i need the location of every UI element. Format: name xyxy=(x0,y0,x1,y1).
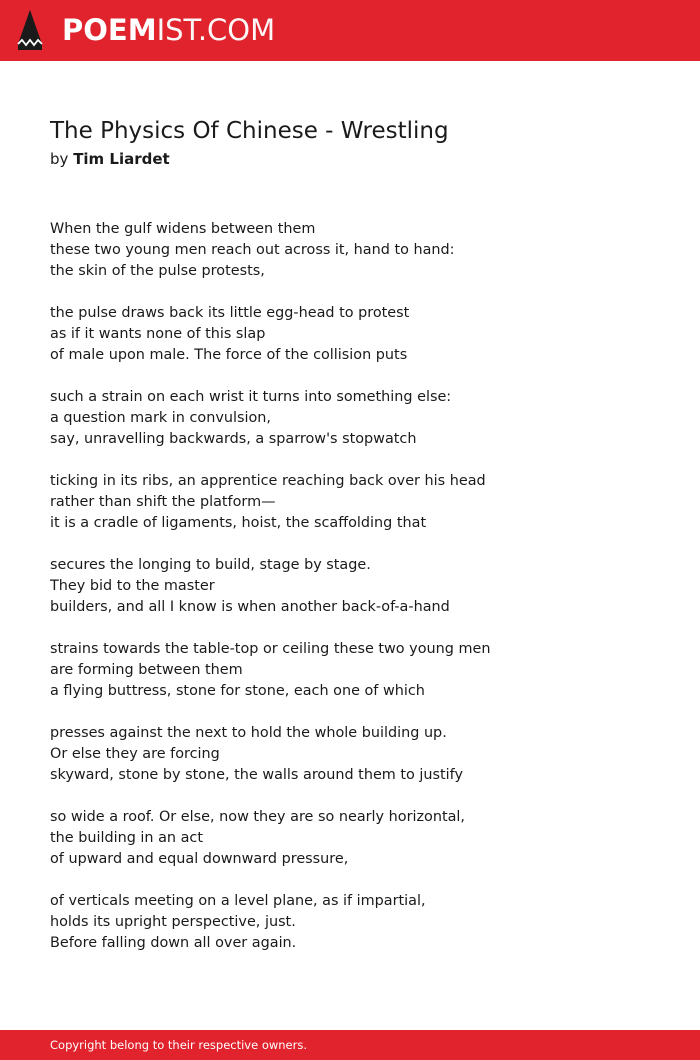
poem-line: strains towards the table-top or ceiling these two young men xyxy=(50,641,491,657)
site-logo-text xyxy=(62,9,275,51)
site-footer xyxy=(0,1030,700,1060)
site-header xyxy=(0,0,700,61)
poem-title: The Physics Of Chinese - Wrestling xyxy=(50,118,449,144)
poem-line: are forming between them xyxy=(50,662,243,678)
logo-bold-part: POEM xyxy=(62,13,157,47)
poem-line: a question mark in convulsion, xyxy=(50,410,271,426)
stanza xyxy=(50,387,670,450)
poem-line: of verticals meeting on a level plane, as if impartial, xyxy=(50,893,426,909)
poem-line: rather than shift the platform— xyxy=(50,494,276,510)
poem-line: Or else they are forcing xyxy=(50,746,220,762)
poem-line: the skin of the pulse protests, xyxy=(50,263,265,279)
poem-line: holds its upright perspective, just. xyxy=(50,914,296,930)
poem-line: the building in an act xyxy=(50,830,203,846)
poem-byline xyxy=(50,149,170,169)
poem-line: of upward and equal downward pressure, xyxy=(50,851,349,867)
logo-light-part: IST.COM xyxy=(156,13,276,47)
copyright-notice: Copyright belong to their respective owners. xyxy=(50,1038,308,1052)
poem-line: as if it wants none of this slap xyxy=(50,326,266,342)
poem-line: it is a cradle of ligaments, hoist, the scaffolding that xyxy=(50,515,427,531)
poem-line: a flying buttress, stone for stone, each one of which xyxy=(50,683,425,699)
poem-line: such a strain on each wrist it turns into something else: xyxy=(50,389,452,405)
stanza xyxy=(50,639,670,702)
author-name: Tim Liardet xyxy=(73,150,170,168)
poem-line: presses against the next to hold the whole building up. xyxy=(50,725,447,741)
poem-line: Before falling down all over again. xyxy=(50,935,297,951)
stanza xyxy=(50,303,670,366)
poem-line: secures the longing to build, stage by stage. xyxy=(50,557,371,573)
site-logo-link[interactable] xyxy=(17,9,275,51)
poem-line: ticking in its ribs, an apprentice reaching back over his head xyxy=(50,473,486,489)
stanza xyxy=(50,807,670,870)
poem-line: When the gulf widens between them xyxy=(50,221,316,237)
poem-line: of male upon male. The force of the collision puts xyxy=(50,347,408,363)
poem-line: so wide a roof. Or else, now they are so nearly horizontal, xyxy=(50,809,465,825)
poem-line: They bid to the master xyxy=(50,578,215,594)
by-label: by xyxy=(50,150,69,168)
stanza xyxy=(50,555,670,618)
poem-line: builders, and all I know is when another back-of-a-hand xyxy=(50,599,450,615)
poem-line: these two young men reach out across it, hand to hand: xyxy=(50,242,455,258)
stanza xyxy=(50,471,670,534)
poem-line: the pulse draws back its little egg-head to protest xyxy=(50,305,410,321)
poem-line: say, unravelling backwards, a sparrow's stopwatch xyxy=(50,431,417,447)
pencil-tip-icon xyxy=(17,9,43,51)
stanza xyxy=(50,891,670,954)
poem-body xyxy=(50,219,670,975)
stanza xyxy=(50,723,670,786)
poem-line: skyward, stone by stone, the walls around them to justify xyxy=(50,767,463,783)
stanza xyxy=(50,219,670,282)
